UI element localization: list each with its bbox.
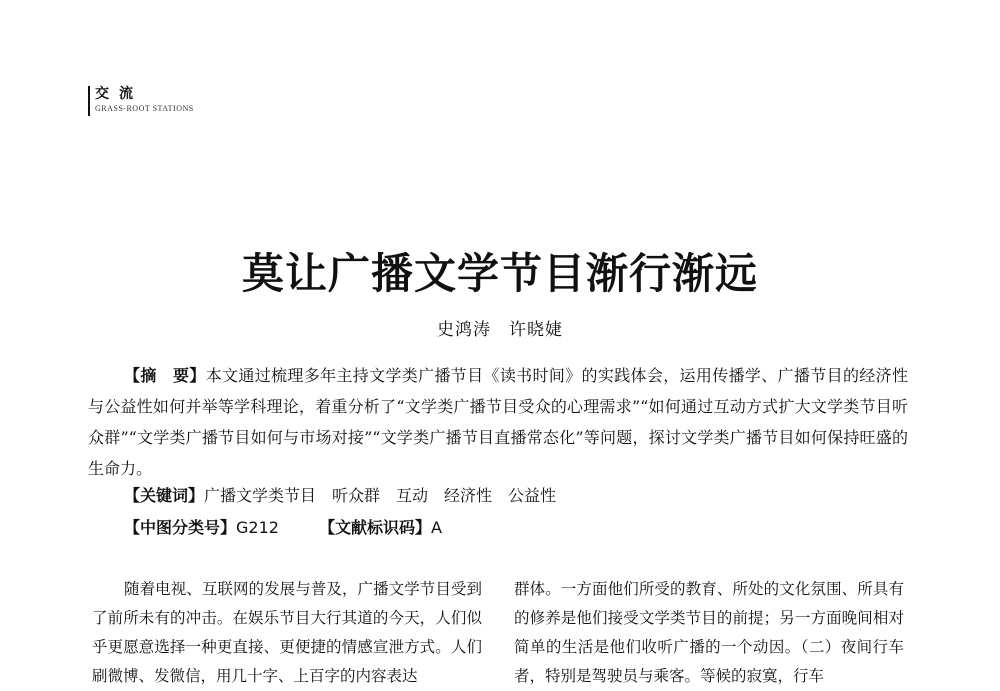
column-header xyxy=(88,86,194,114)
keywords: 广播文学类节目 听众群 互动 经济性 公益性 xyxy=(204,486,557,505)
abstract xyxy=(88,360,908,484)
clc-value: G212 xyxy=(236,518,279,537)
body-column-left: 随着电视、互联网的发展与普及，广播文学节目受到了前所未有的冲击。在娱乐节目大行其道的今天，人们似乎更愿意选择一种更直接、更便捷的情感宣泄方式。人们刷微博、发微信，用几十字、上百字的内容表达 xyxy=(92,580,482,685)
abstract-label: 【摘 要】 xyxy=(124,366,206,385)
doc-code-label: 【文献标识码】 xyxy=(318,518,431,537)
keywords-line xyxy=(124,484,556,508)
body-column-right: 群体。一方面他们所受的教育、所处的文化氛围、所具有的修养是他们接受文学类节目的前提；另一方面晚间相对简单的生活是他们收听广播的一个动因。（二）夜间行车者，特别是驾驶员与乘客。等候的寂寞，行车 xyxy=(514,580,904,685)
article-authors: 史鸿涛 许晓婕 xyxy=(437,320,563,340)
column-title: 交流 xyxy=(95,86,143,102)
clc-label: 【中图分类号】 xyxy=(124,518,237,537)
keywords-label: 【关键词】 xyxy=(124,486,205,505)
doc-code-value: A xyxy=(430,518,442,537)
abstract-text: 本文通过梳理多年主持文学类广播节目《读书时间》的实践体会，运用传播学、广播节目的经济性与公益性如何并举等学科理论，着重分析了“文学类广播节目受众的心理需求”“如何通过互动方式扩大文学类节目听众群”“文学类广播节目如何与市场对接”“文学类广播节目直播常态化”等问题，探讨文学类广播节目如何保持旺盛的生命力。 xyxy=(88,366,908,478)
article-title: 莫让广播文学节目渐行渐远 xyxy=(241,249,758,298)
column-header-rule xyxy=(88,86,90,116)
column-subtitle: GRASS-ROOT STATIONS xyxy=(95,104,194,113)
classification-line xyxy=(124,516,442,540)
